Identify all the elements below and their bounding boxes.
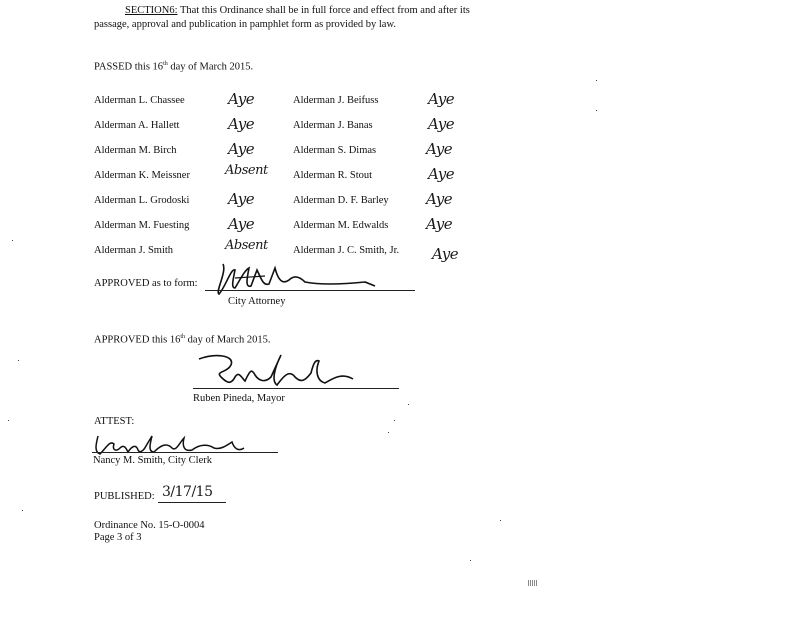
mayor-title: Ruben Pineda, Mayor [193, 393, 285, 404]
vote-left-name-6: Alderman J. Smith [94, 245, 174, 256]
published-line [158, 502, 226, 503]
speck [408, 404, 409, 405]
vote-right-name-6: Alderman J. C. Smith, Jr. [293, 245, 400, 256]
city-attorney-line [205, 290, 415, 291]
speck [470, 560, 471, 561]
attest-label: ATTEST: [94, 416, 135, 427]
vote-left-mark-5: Aye [228, 215, 255, 233]
vote-right-name-4: Alderman D. F. Barley [293, 195, 389, 206]
section-line2: passage, approval and publication in pamphlet form as provided by law. [94, 19, 396, 30]
section-label: SECTION6: [125, 5, 178, 16]
vote-right-name-0: Alderman J. Beifuss [293, 95, 379, 106]
speck [500, 520, 501, 521]
scan-stamp [528, 580, 538, 586]
vote-right-mark-5: Aye [426, 215, 453, 233]
speck [394, 420, 395, 421]
section-line1: That this Ordinance shall be in full force and effect from and after its [179, 5, 470, 16]
vote-left-mark-2: Aye [228, 140, 255, 158]
approved-prefix: APPROVED this 16 [94, 334, 181, 346]
vote-left-mark-1: Aye [228, 115, 255, 133]
city-clerk-line [92, 452, 278, 453]
speck [8, 420, 9, 421]
vote-right-name-5: Alderman M. Edwalds [293, 220, 389, 231]
vote-left-mark-6: Absent [225, 238, 268, 253]
approved-suffix: day of March 2015. [187, 334, 271, 346]
published-date: 3/17/15 [162, 484, 213, 500]
ordinance-number: Ordinance No. 15-O-0004 [94, 520, 205, 531]
vote-right-mark-4: Aye [426, 190, 453, 208]
vote-right-mark-3: Aye [428, 165, 455, 183]
vote-left-name-0: Alderman L. Chassee [94, 95, 185, 106]
vote-left-name-2: Alderman M. Birch [94, 145, 177, 156]
vote-right-name-2: Alderman S. Dimas [293, 145, 377, 156]
passed-suffix: day of March 2015. [170, 61, 254, 73]
speck [596, 110, 597, 111]
vote-left-mark-4: Aye [228, 190, 255, 208]
published-label: PUBLISHED: [94, 491, 155, 502]
page-number: Page 3 of 3 [94, 532, 142, 543]
city-clerk-title: Nancy M. Smith, City Clerk [93, 455, 212, 466]
mayor-line [193, 388, 399, 389]
section-text-line1 [125, 5, 470, 16]
mayor-signature [195, 347, 365, 392]
speck [22, 510, 23, 511]
vote-left-mark-3: Absent [225, 163, 268, 178]
vote-left-mark-0: Aye [228, 90, 255, 108]
speck [596, 80, 597, 81]
vote-right-mark-6: Aye [432, 245, 459, 263]
vote-left-name-1: Alderman A. Hallett [94, 120, 180, 131]
vote-right-name-1: Alderman J. Banas [293, 120, 373, 131]
approved-sup: th [180, 334, 186, 340]
speck [388, 432, 389, 433]
approved-form-label: APPROVED as to form: [94, 278, 198, 289]
approved-statement [94, 334, 270, 346]
vote-left-name-3: Alderman K. Meissner [94, 170, 190, 181]
vote-right-mark-0: Aye [428, 90, 455, 108]
city-attorney-title: City Attorney [228, 296, 286, 307]
speck [12, 240, 13, 241]
vote-left-name-5: Alderman M. Fuesting [94, 220, 190, 231]
vote-right-mark-2: Aye [426, 140, 453, 158]
vote-right-mark-1: Aye [428, 115, 455, 133]
vote-right-name-3: Alderman R. Stout [293, 170, 373, 181]
passed-statement [94, 61, 253, 73]
city-attorney-signature [205, 258, 385, 298]
speck [18, 360, 19, 361]
passed-prefix: PASSED this 16 [94, 61, 164, 73]
vote-left-name-4: Alderman L. Grodoski [94, 195, 190, 206]
passed-sup: th [163, 61, 168, 67]
